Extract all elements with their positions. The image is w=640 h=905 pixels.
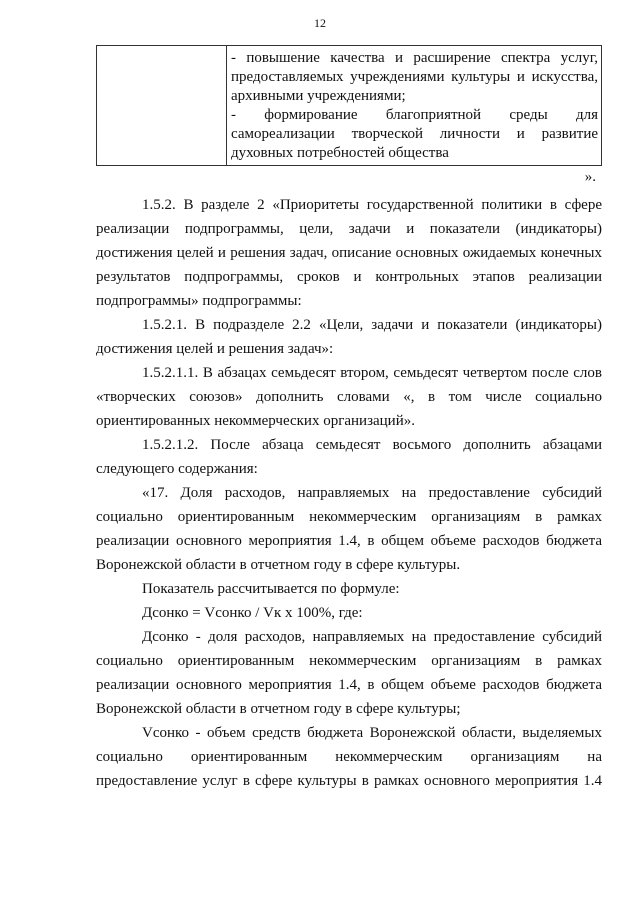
text-line: 1.5.2. В разделе 2 «Приоритеты государственной политики в сфере (142, 197, 602, 213)
text-line: «творческих союзов» дополнить словами «, в том числе социально (96, 389, 602, 405)
paragraph-p-dsonko (96, 625, 602, 721)
table-cell-line: духовных потребностей общества (231, 145, 449, 161)
paragraph-p-1-5-2-1 (96, 313, 602, 361)
paragraph-p-1-5-2 (96, 193, 602, 313)
text-line: «17. Доля расходов, направляемых на предоставление субсидий (142, 485, 602, 501)
paragraph-p-vsonko (96, 721, 602, 793)
text-line: достижения целей и решения задач, описание основных ожидаемых конечных (96, 245, 602, 261)
text-line: 1.5.2.1.2. После абзаца семьдесят восьмого дополнить абзацами (142, 437, 602, 453)
text-line: результатов подпрограммы, сроков и контрольных этапов реализации (96, 269, 602, 285)
text-line: социально ориентированным некоммерческим организациям в рамках (96, 653, 602, 669)
text-line: социально ориентированным некоммерческим организациям на (96, 749, 602, 765)
table-cell-line: - повышение качества и расширение спектра услуг, (231, 50, 598, 66)
table-cell-line: архивными учреждениями; (231, 88, 406, 104)
text-line: реализации подпрограммы, цели, задачи и показатели (индикаторы) (96, 221, 602, 237)
text-line: Воронежской области в отчетном году в сфере культуры. (96, 557, 461, 573)
closing-quote: ». (584, 169, 596, 185)
text-line: предоставление услуг в сфере культуры в рамках основного мероприятия 1.4 (96, 773, 602, 789)
table-cell-left (97, 46, 227, 165)
document-body (96, 193, 602, 793)
text-line: достижения целей и решения задач»: (96, 341, 334, 357)
text-line: ориентированных некоммерческих организаций». (96, 413, 415, 429)
text-line: Vсонко - объем средств бюджета Воронежской области, выделяемых (142, 725, 602, 741)
text-line: 1.5.2.1.1. В абзацах семьдесят втором, семьдесят четвертом после слов (142, 365, 602, 381)
text-line: 1.5.2.1. В подразделе 2.2 «Цели, задачи и показатели (индикаторы) (142, 317, 602, 333)
text-line: Дсонко - доля расходов, направляемых на предоставление субсидий (142, 629, 602, 645)
table-cell-right (227, 46, 601, 165)
text-line: реализации основного мероприятия 1.4, в общем объеме расходов бюджета (96, 677, 602, 693)
table-cell-line: самореализации творческой личности и развитие (231, 126, 598, 142)
text-line: подпрограммы» подпрограммы: (96, 293, 302, 309)
text-line: Показатель рассчитывается по формуле: (142, 581, 400, 597)
paragraph-p-formula (96, 601, 602, 625)
paragraph-p-formula-intro (96, 577, 602, 601)
text-line: социально ориентированным некоммерческим организациям в рамках (96, 509, 602, 525)
page-number: 12 (314, 16, 326, 30)
text-line: следующего содержания: (96, 461, 258, 477)
paragraph-p-1-5-2-1-2 (96, 433, 602, 481)
paragraph-p-1-5-2-1-1 (96, 361, 602, 433)
text-line: Дсонко = Vсонко / Vк х 100%, где: (142, 605, 363, 621)
table-cell-line: - формирование благоприятной среды для (231, 107, 598, 123)
text-line: реализации основного мероприятия 1.4, в общем объеме расходов бюджета (96, 533, 602, 549)
text-line: Воронежской области в отчетном году в сфере культуры; (96, 701, 461, 717)
paragraph-p-17 (96, 481, 602, 577)
continuation-table (96, 45, 602, 166)
table-cell-line: предоставляемых учреждениями культуры и искусства, (231, 69, 598, 85)
